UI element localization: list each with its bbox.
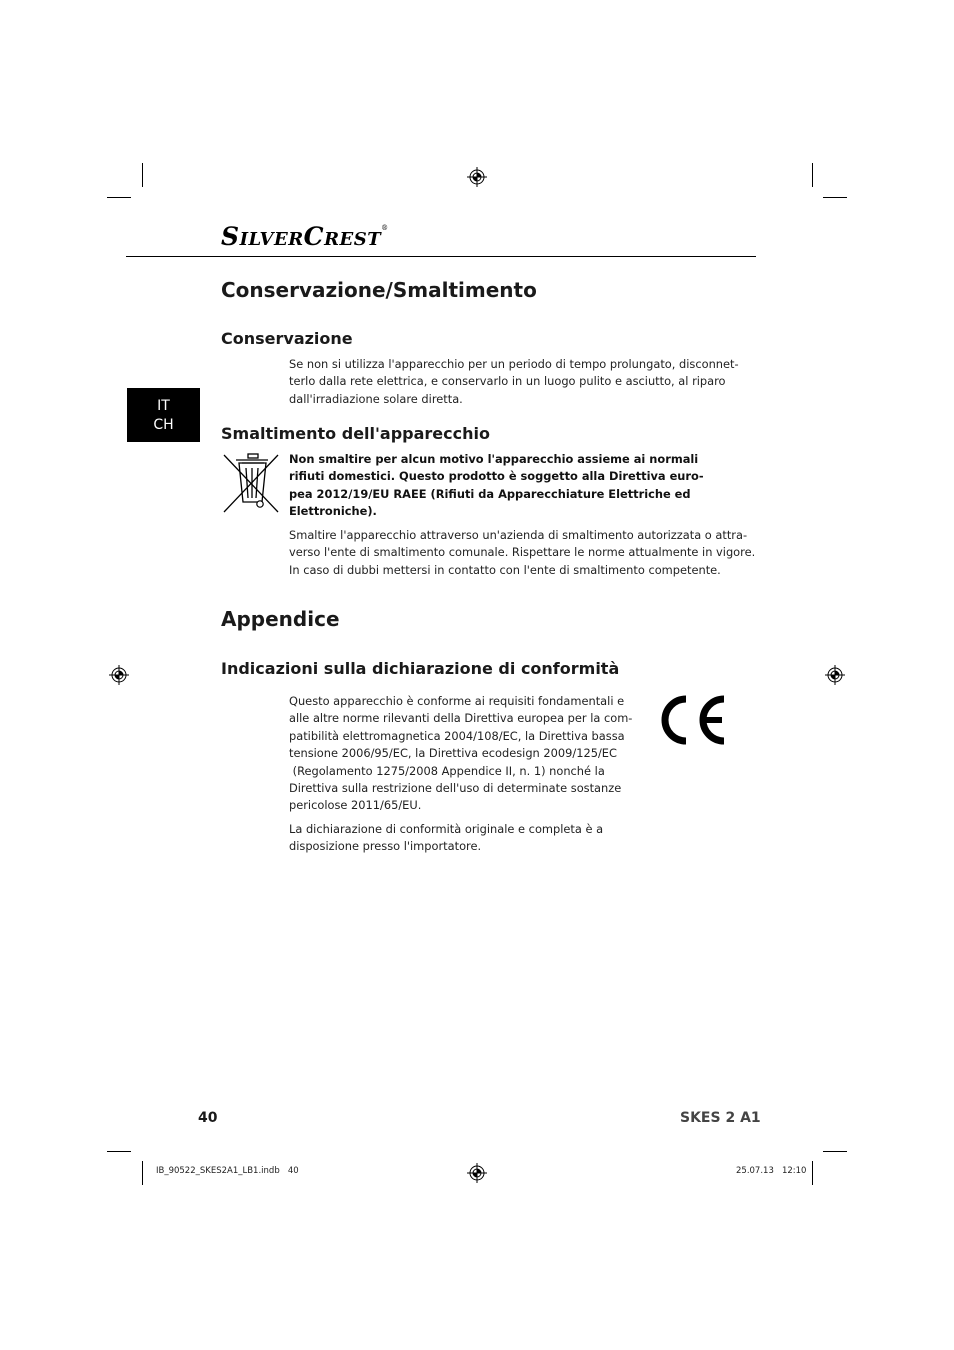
- crop-mark: [107, 197, 131, 198]
- logo-letter: C: [303, 222, 325, 251]
- disposal-warning-paragraph: [289, 451, 704, 521]
- crop-mark: [823, 197, 847, 198]
- text-line: Non smaltire per alcun motivo l'apparecchio assieme ai normali: [289, 452, 699, 466]
- logo-letters: ILVER: [239, 229, 304, 250]
- language-code-it: IT: [157, 398, 170, 414]
- section-title-appendix: Appendice: [221, 607, 340, 631]
- registration-mark-icon: [467, 1163, 487, 1183]
- text-line: terlo dalla rete elettrica, e conservarlo in un luogo pulito e asciutto, al riparo: [289, 374, 726, 389]
- text-line: Direttiva sulla restrizione dell'uso di determinate sostanze: [289, 781, 622, 796]
- text-line: dall'irradiazione solare diretta.: [289, 391, 463, 406]
- crop-mark: [812, 163, 813, 187]
- brand-logo: [221, 222, 389, 251]
- registration-mark-icon: [467, 167, 487, 187]
- text-line: verso l'ente di smaltimento comunale. Rispettare le norme attualmente in vigore.: [289, 545, 756, 560]
- crop-mark: [107, 1151, 131, 1152]
- disposal-paragraph: [289, 527, 755, 579]
- text-line: alle altre norme rilevanti della Direttiva europea per la com-: [289, 711, 633, 726]
- crop-mark: [812, 1161, 813, 1185]
- storage-paragraph: [289, 356, 739, 408]
- heading-storage: Conservazione: [221, 329, 353, 348]
- text-line: pea 2012/19/EU RAEE (Rifiuti da Apparecchiature Elettriche ed: [289, 486, 691, 501]
- crop-mark: [823, 1151, 847, 1152]
- text-line: Se non si utilizza l'apparecchio per un periodo di tempo prolungato, disconnet-: [289, 357, 739, 371]
- heading-disposal: Smaltimento dell'apparecchio: [221, 424, 490, 443]
- heading-conformity: Indicazioni sulla dichiarazione di conformità: [221, 659, 620, 678]
- text-line: rifiuti domestici. Questo prodotto è soggetto alla Direttiva euro-: [289, 469, 704, 484]
- page-number: 40: [198, 1110, 218, 1126]
- text-line: pericolose 2011/65/EU.: [289, 798, 422, 813]
- text-line: disposizione presso l'importatore.: [289, 839, 482, 854]
- crop-mark: [142, 163, 143, 187]
- text-line: Questo apparecchio è conforme ai requisiti fondamentali e: [289, 694, 625, 708]
- crop-mark: [142, 1161, 143, 1185]
- ce-mark-icon: [656, 695, 728, 745]
- logo-letters: REST: [324, 229, 382, 250]
- language-code-ch: CH: [153, 417, 174, 433]
- text-line: Smaltire l'apparecchio attraverso un'azienda di smaltimento autorizzata o attra-: [289, 528, 748, 542]
- print-slug-date: 25.07.13 12:10: [736, 1166, 807, 1176]
- print-slug-file: IB_90522_SKES2A1_LB1.indb 40: [156, 1166, 299, 1176]
- registration-mark-icon: [825, 665, 845, 685]
- header-rule: [126, 256, 756, 257]
- text-line: tensione 2006/95/EC, la Direttiva ecodesign 2009/125/EC: [289, 746, 617, 761]
- text-line: In caso di dubbi mettersi in contatto con l'ente di smaltimento competente.: [289, 562, 721, 577]
- logo-letter: S: [221, 222, 240, 251]
- section-title-storage-disposal: Conservazione/Smaltimento: [221, 278, 537, 302]
- text-line: (Regolamento 1275/2008 Appendice II, n. 1) nonché la: [289, 763, 605, 778]
- registered-mark: ®: [381, 224, 389, 232]
- text-line: patibilità elettromagnetica 2004/108/EC, la Direttiva bassa: [289, 728, 625, 743]
- conformity-importer-paragraph: [289, 821, 603, 856]
- registration-mark-icon: [109, 665, 129, 685]
- text-line: La dichiarazione di conformità originale e completa è a: [289, 822, 604, 836]
- text-line: Elettroniche).: [289, 504, 377, 519]
- weee-crossed-bin-icon: [220, 452, 282, 516]
- model-number: SKES 2 A1: [680, 1110, 761, 1126]
- language-tab: [127, 388, 200, 442]
- conformity-paragraph: [289, 693, 632, 815]
